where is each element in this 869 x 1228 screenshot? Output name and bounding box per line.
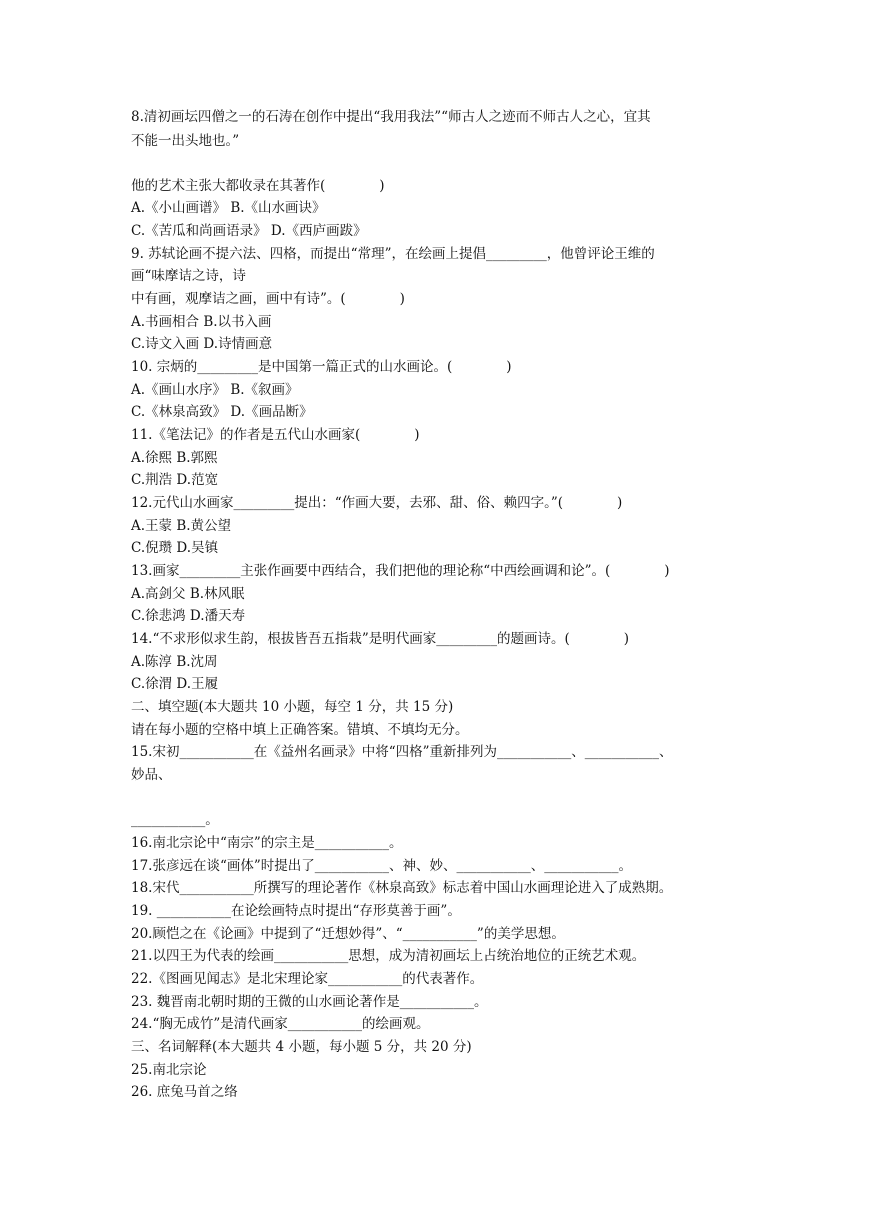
question-9-line-1: 9. 苏轼论画不提六法、四格，而提出“常理”，在绘画上提倡_________，他曾评论王维的 [131, 246, 655, 262]
question-15-line-1: 15.宋初___________在《益州名画录》中将“四格”重新排列为___________、___________、 [131, 744, 673, 760]
question-11-options-cd: C.荆浩 D.范宽 [131, 472, 219, 488]
question-14-options-cd: C.徐渭 D.王履 [131, 676, 219, 692]
question-17: 17.张彦远在谈“画体”时提出了___________、神、妙、___________、___________。 [131, 858, 633, 874]
section-2-instructions: 请在每小题的空格中填上正确答案。错填、不填均无分。 [131, 722, 469, 738]
question-15-line-3: ___________。 [131, 812, 219, 828]
question-16: 16.南北宗论中“南宗”的宗主是___________。 [131, 835, 403, 851]
question-8-options-cd: C.《苦瓜和尚画语录》 D.《西庐画跋》 [131, 223, 367, 239]
question-12: 12.元代山水画家_________提出：“作画大要，去邪、甜、俗、赖四字。”( ) [131, 495, 623, 511]
question-8-line-1: 8.清初画坛四僧之一的石涛在创作中提出“我用我法”“师古人之迹而不师古人之心，宜其 [131, 109, 651, 125]
question-15-line-2: 妙品、 [131, 767, 172, 783]
question-24: 24.“胸无成竹”是清代画家___________的绘画观。 [131, 1016, 430, 1032]
question-8-line-3: 他的艺术主张大都收录在其著作( ) [131, 178, 385, 194]
section-2-heading: 二、填空题(本大题共 10 小题，每空 1 分，共 15 分) [131, 699, 454, 715]
question-10-options-cd: C.《林泉高致》 D.《画品断》 [131, 404, 313, 420]
question-12-options-ab: A.王蒙 B.黄公望 [131, 518, 232, 534]
section-3-heading: 三、名词解释(本大题共 4 小题，每小题 5 分，共 20 分) [131, 1039, 472, 1055]
question-11: 11.《笔法记》的作者是五代山水画家( ) [131, 427, 420, 443]
question-8-options-ab: A.《小山画谱》 B.《山水画诀》 [131, 200, 326, 216]
question-19: 19. ___________在论绘画特点时提出“存形莫善于画”。 [131, 903, 461, 919]
question-10-options-ab: A.《画山水序》 B.《叙画》 [131, 382, 299, 398]
question-26: 26. 庶兔马首之络 [131, 1084, 238, 1100]
question-21: 21.以四王为代表的绘画___________思想，成为清初画坛上占统治地位的正统艺术观。 [131, 948, 646, 964]
question-9-options-ab: A.书画相合 B.以书入画 [131, 314, 272, 330]
question-13-options-cd: C.徐悲鸿 D.潘天寿 [131, 608, 246, 624]
question-20: 20.顾恺之在《论画》中提到了“迁想妙得”、“___________”的美学思想。 [131, 926, 565, 942]
question-14: 14.“不求形似求生韵，根拔皆吾五指栽”是明代画家_________的题画诗。( ) [131, 631, 630, 647]
question-9-line-3: 中有画，观摩诘之画，画中有诗”。( ) [131, 291, 405, 307]
question-23: 23. 魏晋南北朝时期的王微的山水画论著作是___________。 [131, 994, 488, 1010]
question-11-options-ab: A.徐熙 B.郭熙 [131, 450, 218, 466]
question-22: 22.《图画见闻志》是北宋理论家___________的代表著作。 [131, 971, 484, 987]
question-9-options-cd: C.诗文入画 D.诗情画意 [131, 336, 273, 352]
question-13: 13.画家_________主张作画要中西结合，我们把他的理论称“中西绘画调和论”。( ) [131, 563, 670, 579]
question-13-options-ab: A.高剑父 B.林风眠 [131, 586, 245, 602]
question-9-line-2: 画“味摩诘之诗，诗 [131, 268, 246, 284]
question-14-options-ab: A.陈淳 B.沈周 [131, 654, 218, 670]
question-12-options-cd: C.倪瓒 D.吴镇 [131, 540, 219, 556]
question-10: 10. 宗炳的_________是中国第一篇正式的山水画论。( ) [131, 359, 512, 375]
question-8-line-2: 不能一出头地也。” [131, 133, 240, 149]
question-18: 18.宋代___________所撰写的理论著作《林泉高致》标志着中国山水画理论进入了成熟期。 [131, 880, 673, 896]
question-25: 25.南北宗论 [131, 1062, 207, 1078]
